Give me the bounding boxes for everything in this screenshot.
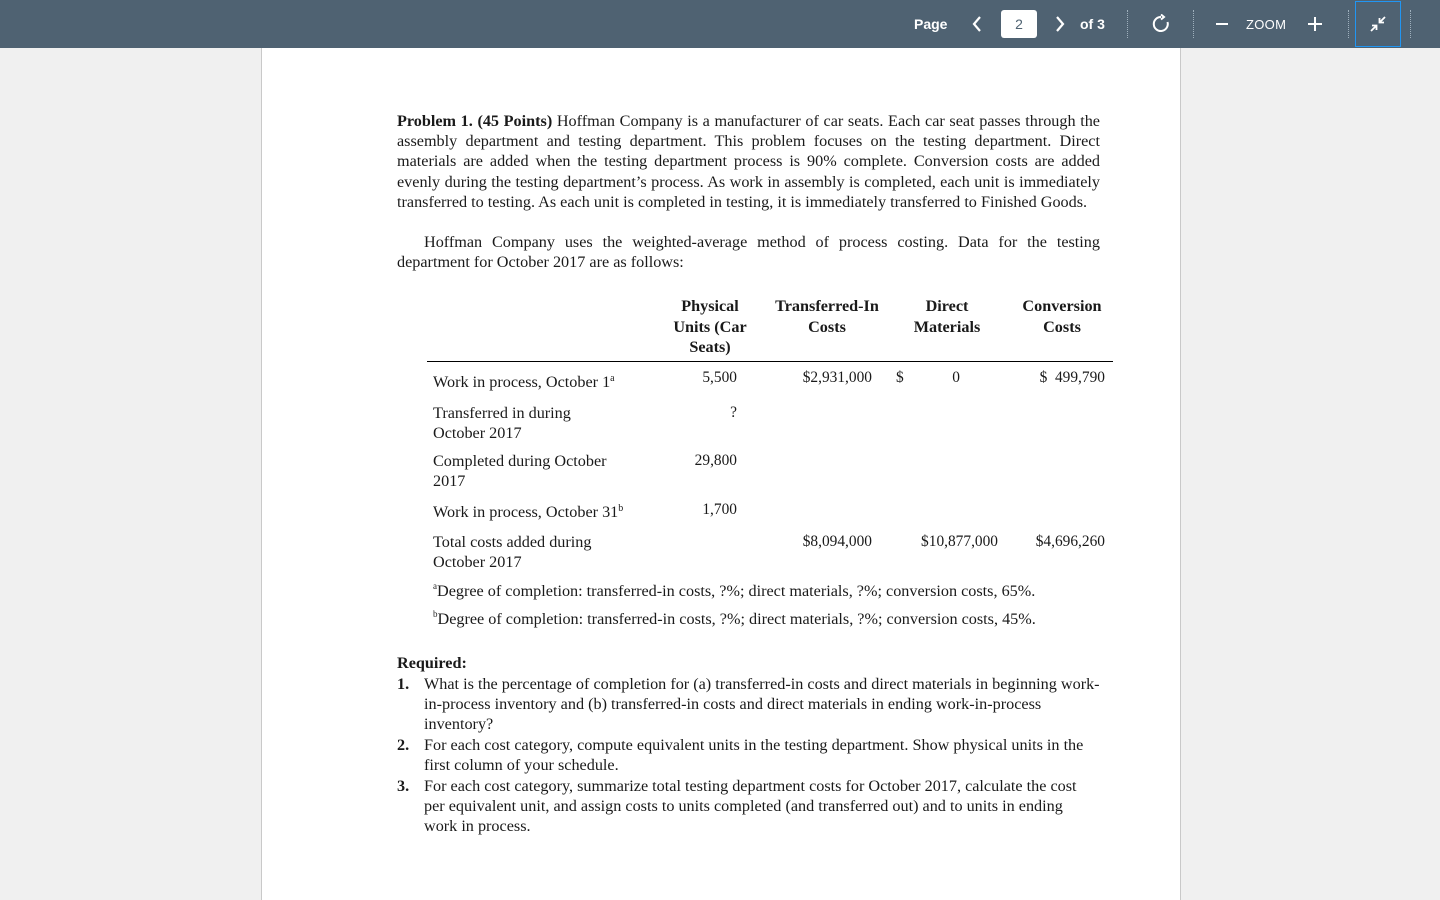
page-label: Page bbox=[914, 16, 948, 32]
zoom-out-button[interactable] bbox=[1210, 12, 1234, 36]
header-direct-materials: Direct Materials bbox=[913, 297, 981, 336]
problem-heading: Problem 1. (45 Points) bbox=[397, 112, 553, 130]
page-number-input[interactable] bbox=[1001, 10, 1037, 38]
zoom-in-button[interactable] bbox=[1303, 12, 1327, 36]
required-item-text: For each cost category, compute equivalent units in the testing department. Show physical units in the first column of your schedule. bbox=[424, 736, 1084, 775]
document-page bbox=[261, 48, 1181, 900]
footnote-b: $^b$Degree of completion: transferred-in costs, ?%; direct materials, ?%; conversion costs, 45%. bbox=[433, 609, 1036, 628]
minus-icon bbox=[1215, 17, 1229, 31]
footnote-marker: a bbox=[610, 373, 615, 384]
method-paragraph: Hoffman Company uses the weighted-average method of process costing. Data for the testing department for October 2017 are as follows: bbox=[397, 233, 1100, 272]
table-header-rule bbox=[427, 361, 1113, 362]
required-item-text: For each cost category, summarize total testing department costs for October 2017, calculate the cost per equivalent unit, and assign costs to units completed (and transferred out) and to units in ending work in process. bbox=[424, 777, 1077, 836]
cell-dm-currency-symbol: $ bbox=[896, 369, 904, 386]
row-label-completed: Completed during October 2017 bbox=[433, 452, 607, 491]
cell-conversion: $4,696,260 bbox=[1035, 533, 1105, 550]
required-item-text: What is the percentage of completion for (a) transferred-in costs and direct materials in beginning work-in-process inventory and (b) transferred-in costs and direct materials in ending work-in-process inventory? bbox=[424, 675, 1100, 734]
cell-physical-units: 29,800 bbox=[694, 452, 737, 469]
chevron-left-icon bbox=[971, 15, 983, 33]
problem-paragraph bbox=[397, 111, 1100, 212]
header-physical-units: Physical Units (Car Seats) bbox=[673, 297, 747, 357]
cell-direct-materials: 0 bbox=[952, 369, 960, 386]
cell-physical-units: 1,700 bbox=[702, 501, 737, 518]
plus-icon bbox=[1307, 16, 1323, 32]
rotate-icon bbox=[1151, 14, 1171, 34]
problem-text: Hoffman Company is a manufacturer of car seats. Each car seat passes through the assembly department and testing department. This problem focuses on the testing department. Direct materials are added when the testing department process is 90% complete. Conversion costs are added evenly during the testing department’s process. As work in assembly is completed, each unit is immediately transferred to testing. As each unit is completed in testing, it is immediately transferred to Finished Goods. bbox=[397, 112, 1100, 211]
collapse-icon bbox=[1369, 15, 1387, 33]
cell-conversion: $ 499,790 bbox=[1039, 369, 1105, 386]
footnote-marker: b bbox=[618, 503, 624, 514]
required-item-number: 1. bbox=[397, 675, 410, 693]
toolbar-divider bbox=[1410, 10, 1411, 38]
row-label-total-costs: Total costs added during October 2017 bbox=[433, 533, 592, 572]
exit-fullscreen-button[interactable] bbox=[1355, 1, 1401, 47]
required-heading: Required: bbox=[397, 654, 467, 672]
chevron-right-icon bbox=[1054, 15, 1066, 33]
toolbar-divider bbox=[1127, 10, 1128, 38]
required-item-number: 2. bbox=[397, 736, 410, 754]
row-label-wip-oct31: Work in process, October 31$^b$ bbox=[433, 503, 624, 521]
rotate-button[interactable] bbox=[1148, 10, 1174, 38]
previous-page-button[interactable] bbox=[966, 12, 988, 36]
row-label-transferred-in: Transferred in during October 2017 bbox=[433, 404, 571, 443]
footnote-a: $^a$Degree of completion: transferred-in costs, ?%; direct materials, ?%; conversion costs, 65%. bbox=[433, 581, 1036, 600]
row-label-wip-oct1: Work in process, October 1$^a$ bbox=[433, 373, 615, 391]
header-conversion-costs: Conversion Costs bbox=[1022, 297, 1102, 336]
cell-direct-materials: $10,877,000 bbox=[921, 533, 998, 550]
cell-physical-units: 5,500 bbox=[702, 369, 737, 386]
cell-transferred-in: $2,931,000 bbox=[802, 369, 872, 386]
toolbar-divider bbox=[1348, 10, 1349, 38]
viewer-toolbar bbox=[0, 0, 1440, 48]
cell-transferred-in: $8,094,000 bbox=[802, 533, 872, 550]
cell-physical-units: ? bbox=[730, 404, 737, 421]
toolbar-divider bbox=[1193, 10, 1194, 38]
zoom-label: ZOOM bbox=[1246, 16, 1287, 32]
header-transferred-in: Transferred-In Costs bbox=[775, 297, 879, 336]
next-page-button[interactable] bbox=[1049, 12, 1071, 36]
required-item-number: 3. bbox=[397, 777, 410, 795]
page-count-label: of 3 bbox=[1080, 16, 1105, 32]
